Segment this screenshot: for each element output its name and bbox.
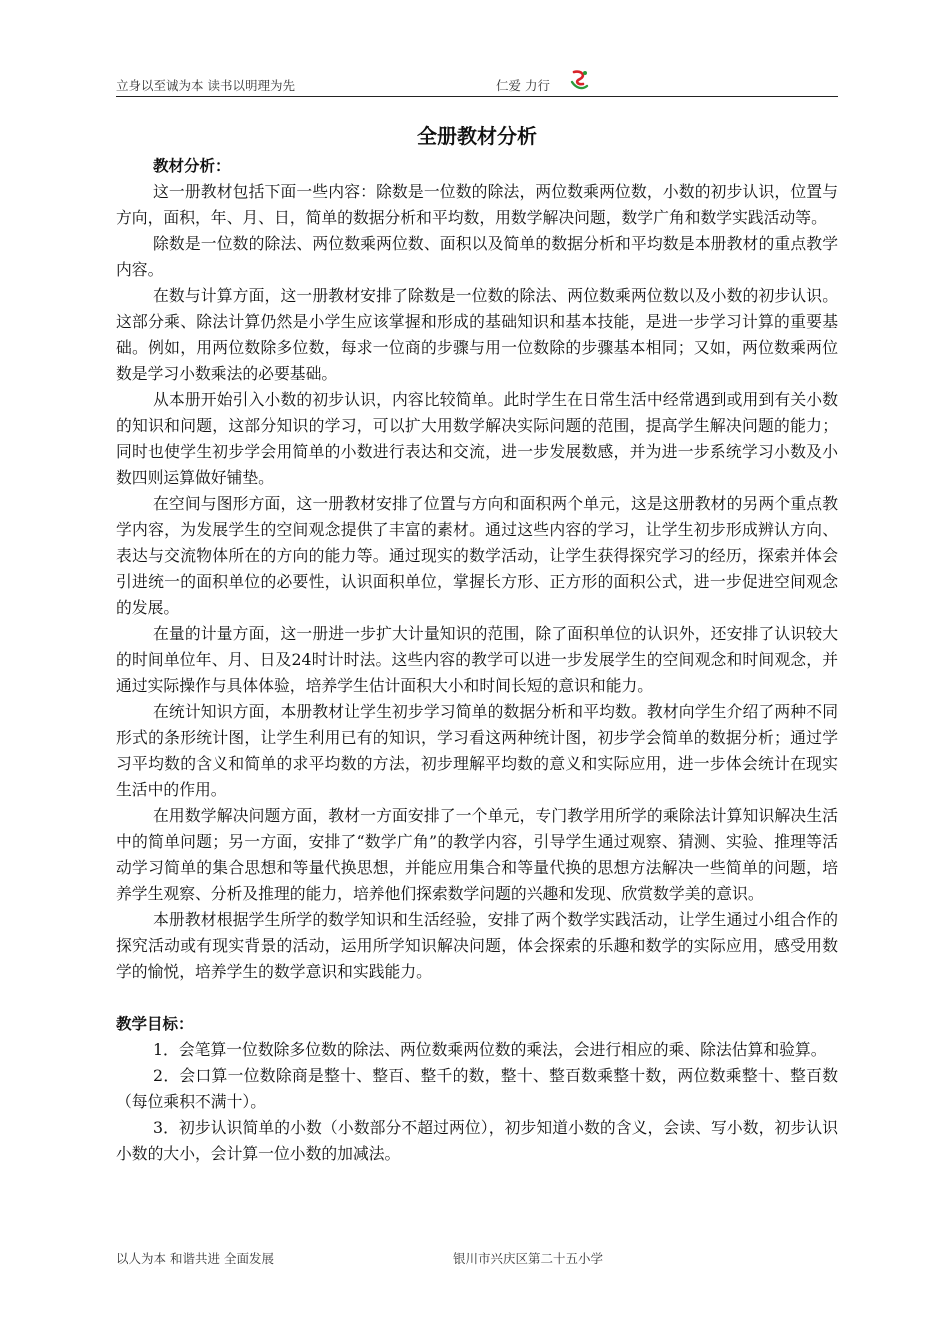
goals-heading: 教学目标： bbox=[116, 1015, 194, 1033]
footer-school-name: 银川市兴庆区第二十五小学 bbox=[453, 1251, 604, 1266]
page-title: 全册教材分析 bbox=[417, 124, 537, 148]
paragraph: 在数与计算方面，这一册教材安排了除数是一位数的除法、两位数乘两位数以及小数的初步认识。这部分乘、除法计算仍然是小学生应该掌握和形成的基础知识和基本技能，是进一步学习计算的重要基础。例如，用两位数除多位数，每求一位商的步骤与用一位数除的步骤基本相同；又如，两位数乘两位数是学习小数乘法的必要基础。 bbox=[116, 286, 838, 383]
paragraph: 从本册开始引入小数的初步认识，内容比较简单。此时学生在日常生活中经常遇到或用到有关小数的知识和问题，这部分知识的学习，可以扩大用数学解决实际问题的范围，提高学生解决问题的能力；同时也使学生初步学会用简单的小数进行表达和交流，进一步发展数感，并为进一步系统学习小数及小数四则运算做好铺垫。 bbox=[116, 390, 838, 487]
goal-item: 1．会笔算一位数除多位数的除法、两位数乘两位数的乘法，会进行相应的乘、除法估算和验算。 bbox=[153, 1040, 827, 1059]
paragraph: 在统计知识方面，本册教材让学生初步学习简单的数据分析和平均数。教材向学生介绍了两种不同形式的条形统计图，让学生利用已有的知识，学习看这两种统计图，初步学会简单的数据分析；通过学习平均数的含义和简单的求平均数的方法，初步理解平均数的意义和实际应用，进一步体会统计在现实生活中的作用。 bbox=[116, 702, 838, 799]
analysis-heading: 教材分析： bbox=[153, 157, 231, 175]
paragraph: 这一册教材包括下面一些内容：除数是一位数的除法，两位数乘两位数，小数的初步认识，位置与方向，面积，年、月、日，简单的数据分析和平均数，用数学解决问题，数学广角和数学实践活动等。 bbox=[116, 182, 838, 227]
paragraph: 在量的计量方面，这一册进一步扩大计量知识的范围，除了面积单位的认识外，还安排了认识较大的时间单位年、月、日及24时计时法。这些内容的教学可以进一步发展学生的空间观念和时间观念，并通过实际操作与具体体验，培养学生估计面积大小和时间长短的意识和能力。 bbox=[116, 624, 838, 695]
goal-item: 3．初步认识简单的小数（小数部分不超过两位），初步知道小数的含义，会读、写小数，初步认识小数的大小，会计算一位小数的加减法。 bbox=[116, 1118, 838, 1163]
footer-motto: 以人为本 和谐共进 全面发展 bbox=[116, 1251, 274, 1266]
goal-item: 2．会口算一位数除商是整十、整百、整千的数，整十、整百数乘整十数，两位数乘整十、整百数（每位乘积不满十）。 bbox=[116, 1066, 838, 1111]
header-motto: 立身以至诚为本 读书以明理为先 bbox=[116, 78, 295, 93]
page-header bbox=[116, 72, 838, 97]
school-logo-icon bbox=[568, 68, 590, 92]
paragraph: 在空间与图形方面，这一册教材安排了位置与方向和面积两个单元，这是这册教材的另两个重点教学内容，为发展学生的空间观念提供了丰富的素材。通过这些内容的学习，让学生初步形成辨认方向、表达与交流物体所在的方向的能力等。通过现实的数学活动，让学生获得探究学习的经历，探索并体会引进统一的面积单位的必要性，认识面积单位，掌握长方形、正方形的面积公式，进一步促进空间观念的发展。 bbox=[116, 494, 838, 617]
section-spacer bbox=[116, 985, 838, 1011]
page-content bbox=[116, 120, 838, 1167]
paragraph: 在用数学解决问题方面，教材一方面安排了一个单元，专门教学用所学的乘除法计算知识解决生活中的简单问题；另一方面，安排了“数学广角”的教学内容，引导学生通过观察、猜测、实验、推理等活动学习简单的集合思想和等量代换思想，并能应用集合和等量代换的思想方法解决一些简单的问题，培养学生观察、分析及推理的能力，培养他们探索数学问题的兴趣和发现、欣赏数学美的意识。 bbox=[116, 806, 838, 903]
paragraph: 除数是一位数的除法、两位数乘两位数、面积以及简单的数据分析和平均数是本册教材的重点教学内容。 bbox=[116, 234, 838, 279]
header-slogan: 仁爱 力行 bbox=[496, 78, 550, 93]
paragraph: 本册教材根据学生所学的数学知识和生活经验，安排了两个数学实践活动，让学生通过小组合作的探究活动或有现实背景的活动，运用所学知识解决问题，体会探索的乐趣和数学的实际应用，感受用数学的愉悦，培养学生的数学意识和实践能力。 bbox=[116, 910, 838, 981]
